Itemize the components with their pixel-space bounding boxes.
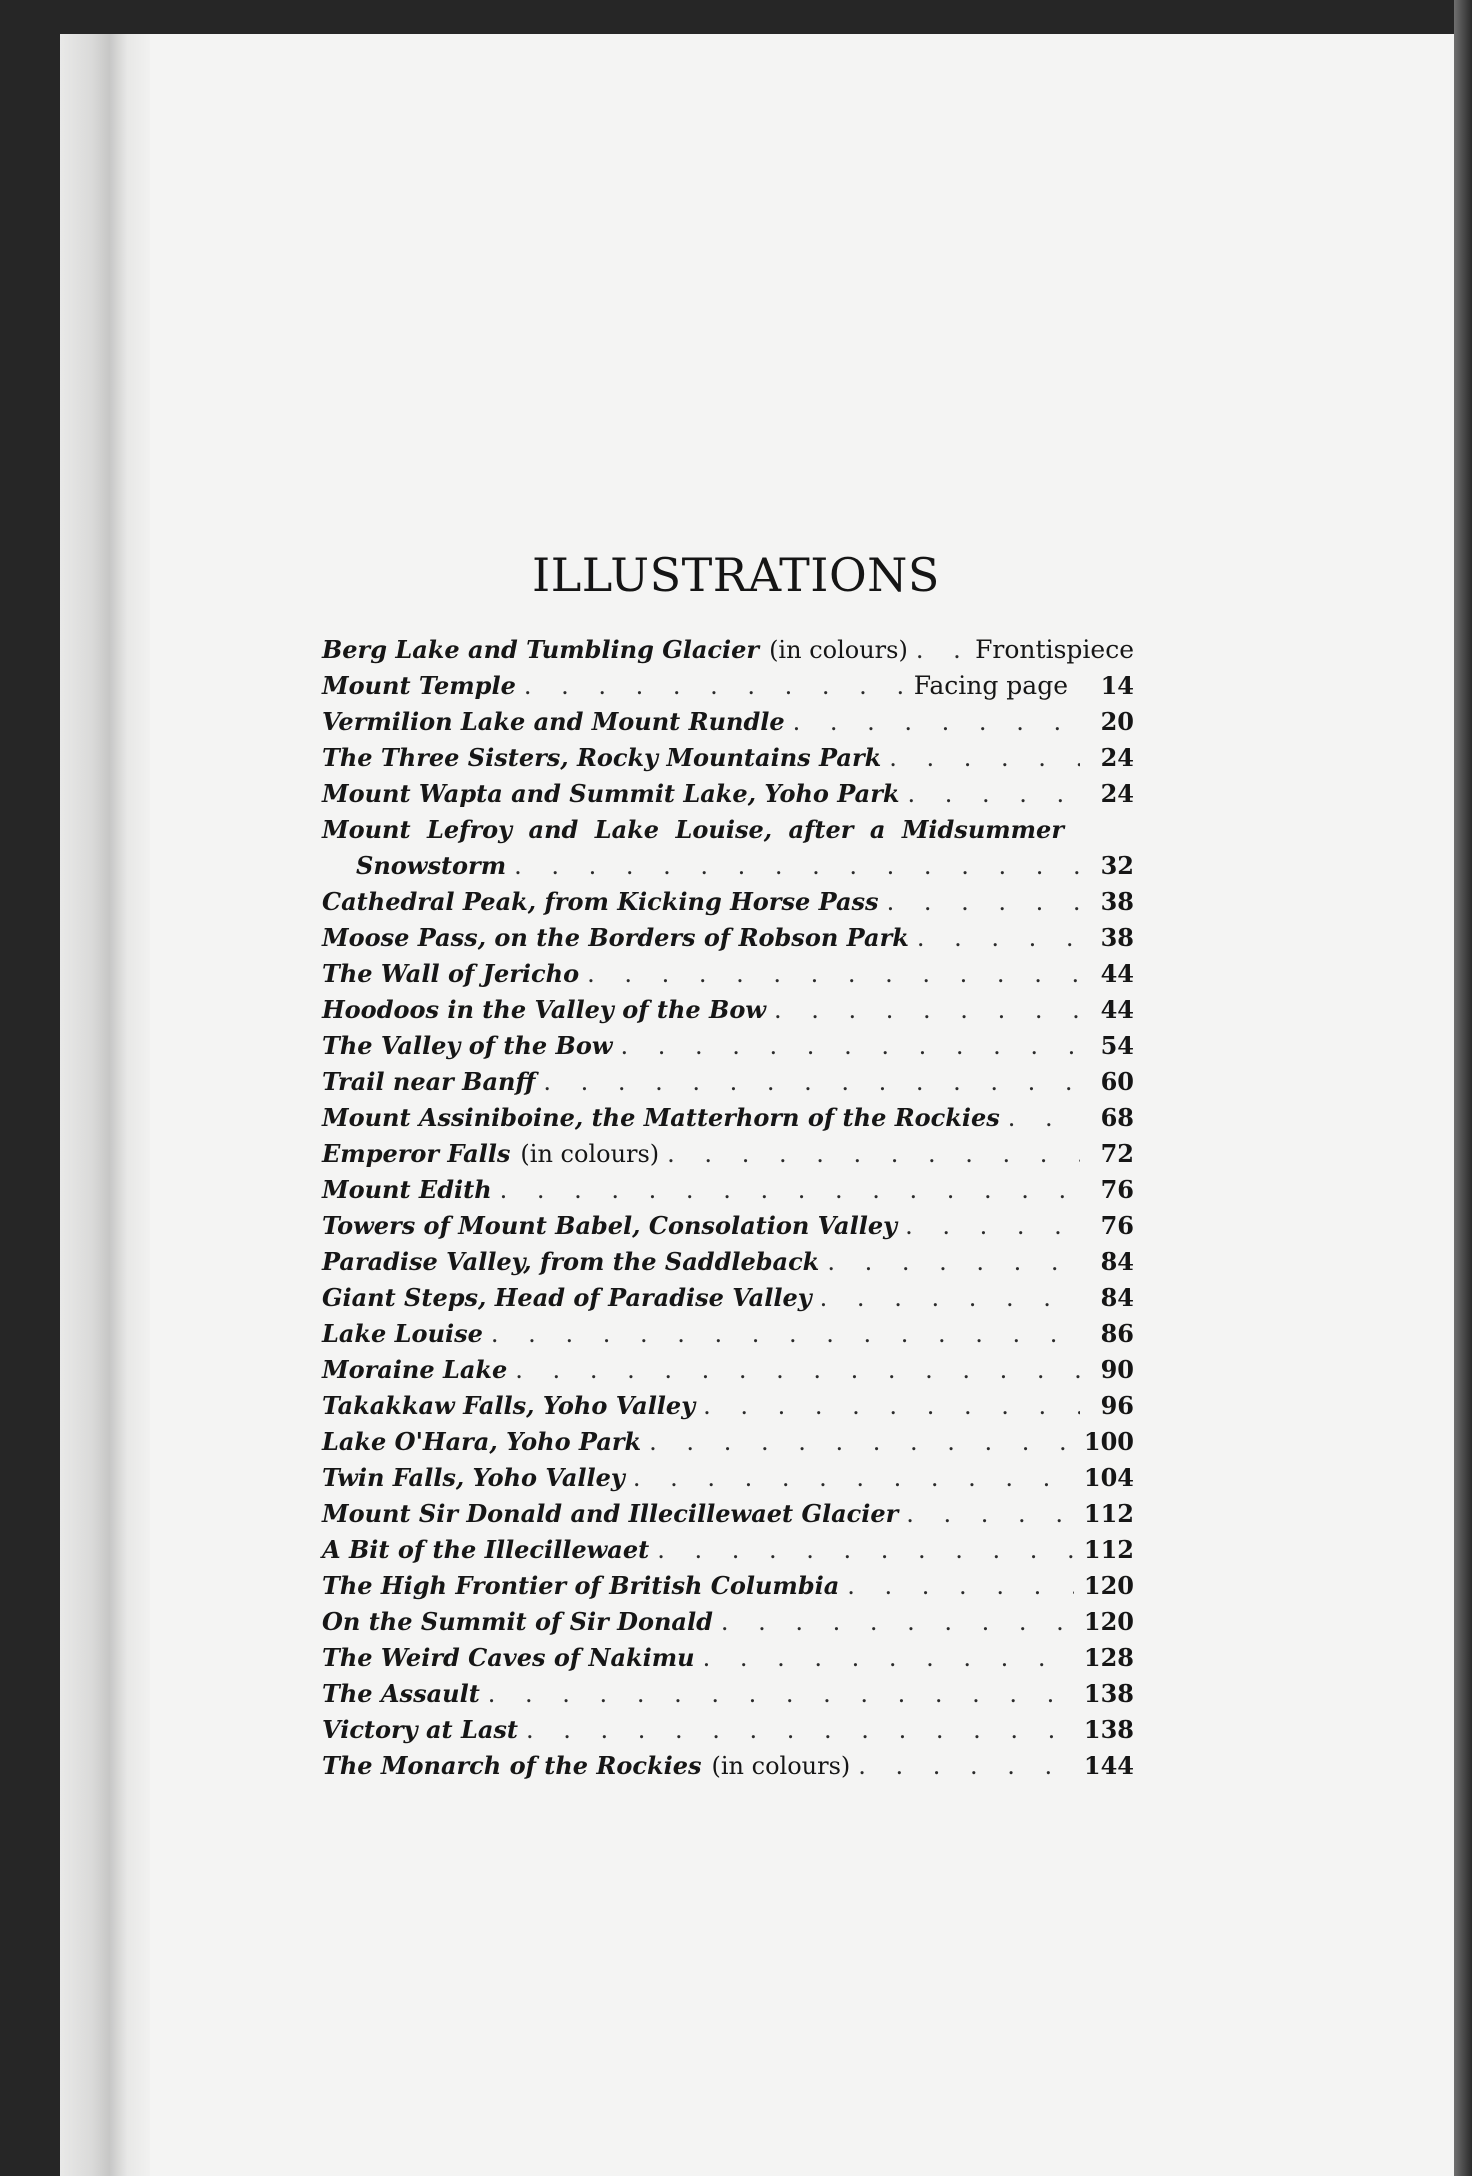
list-item [322, 1208, 1134, 1244]
leader-dots [858, 1748, 1074, 1784]
title-word: Mount [322, 815, 411, 844]
page-number: 86 [1100, 1319, 1134, 1348]
illustration-title: Mount Sir Donald and Illecillewaet Glacier [322, 1499, 899, 1528]
list-item-line-1 [322, 812, 1134, 848]
leader-dots [1008, 1100, 1080, 1136]
list-item [322, 1496, 1134, 1532]
illustration-note: (in colours) [711, 1752, 851, 1780]
illustration-title: Mount Wapta and Summit Lake, Yoho Park [322, 779, 900, 808]
illustration-title: Mount Edith [322, 1175, 492, 1204]
page-number: 138 [1083, 1679, 1134, 1708]
page-number: 112 [1083, 1499, 1134, 1528]
illustration-title: Paradise Valley, from the Saddleback [322, 1247, 820, 1276]
page-number: 120 [1083, 1571, 1134, 1600]
frontispiece-label: Frontispiece [975, 635, 1134, 664]
illustration-title: Lake Louise [322, 1319, 483, 1348]
page-number: 44 [1100, 995, 1134, 1024]
page-number: 54 [1100, 1031, 1134, 1060]
page-number: 120 [1083, 1607, 1134, 1636]
list-item [322, 1676, 1134, 1712]
title-word: after [788, 815, 854, 844]
list-item [322, 1172, 1134, 1208]
illustration-title: A Bit of the Illecillewaet [322, 1535, 650, 1564]
illustration-title: Moose Pass, on the Borders of Robson Park [322, 923, 909, 952]
leader-dots [488, 1676, 1074, 1712]
page-number: 138 [1083, 1715, 1134, 1744]
list-item [322, 704, 1134, 740]
leader-dots [543, 1064, 1080, 1100]
page-title: ILLUSTRATIONS [532, 548, 940, 602]
leader-dots [587, 956, 1080, 992]
illustration-title: Trail near Banff [322, 1067, 536, 1096]
illustration-title: Emperor Falls [322, 1139, 511, 1168]
page-number: 84 [1100, 1247, 1134, 1276]
title-word: Lefroy [427, 815, 513, 844]
illustration-title: Victory at Last [322, 1715, 518, 1744]
illustration-title: Moraine Lake [322, 1355, 508, 1384]
illustration-title: The High Frontier of British Columbia [322, 1571, 840, 1600]
page-number: 32 [1100, 851, 1134, 880]
page-number: 100 [1083, 1427, 1134, 1456]
illustration-note: (in colours) [769, 636, 908, 664]
list-item [322, 1748, 1134, 1784]
leader-dots [847, 1568, 1074, 1604]
list-item [322, 1280, 1134, 1316]
leader-dots [889, 740, 1080, 776]
list-item [322, 1568, 1134, 1604]
illustration-title: Vermilion Lake and Mount Rundle [322, 707, 785, 736]
illustrations-list [322, 632, 1134, 1784]
page-number: 20 [1100, 707, 1134, 736]
illustration-title: Takakkaw Falls, Yoho Valley [322, 1391, 696, 1420]
list-item [322, 1100, 1134, 1136]
leader-dots [657, 1532, 1074, 1568]
list-item [322, 632, 1134, 668]
list-item [322, 1460, 1134, 1496]
list-item [322, 1028, 1134, 1064]
leader-dots [905, 1208, 1080, 1244]
title-word: and [528, 815, 579, 844]
illustration-title: Hoodoos in the Valley of the Bow [322, 995, 767, 1024]
illustration-title: On the Summit of Sir Donald [322, 1607, 713, 1636]
illustration-note: (in colours) [520, 1140, 660, 1168]
page-number: 38 [1100, 923, 1134, 952]
leader-dots [703, 1388, 1080, 1424]
illustration-title: Cathedral Peak, from Kicking Horse Pass [322, 887, 879, 916]
list-item [322, 1316, 1134, 1352]
leader-dots [820, 1280, 1080, 1316]
page-number: 84 [1100, 1283, 1134, 1312]
title-word: a [869, 815, 886, 844]
page-number: 90 [1100, 1355, 1134, 1384]
leader-dots [667, 1136, 1080, 1172]
illustration-title: Mount Assiniboine, the Matterhorn of the Rockies [322, 1103, 1000, 1132]
illustration-title: The Monarch of the Rockies [322, 1751, 702, 1780]
list-item [322, 992, 1134, 1028]
illustration-title: The Valley of the Bow [322, 1031, 613, 1060]
illustration-title: Giant Steps, Head of Paradise Valley [322, 1283, 812, 1312]
leader-dots [649, 1424, 1074, 1460]
leader-dots [633, 1460, 1074, 1496]
leader-dots [906, 1496, 1074, 1532]
list-item [322, 1604, 1134, 1640]
illustration-title-line-1 [322, 812, 1064, 848]
page-number: 24 [1100, 743, 1134, 772]
page-number: 76 [1100, 1211, 1134, 1240]
leader-dots [524, 668, 904, 704]
list-item [322, 1712, 1134, 1748]
page-number: 128 [1083, 1643, 1134, 1672]
list-item [322, 1532, 1134, 1568]
list-item [322, 884, 1134, 920]
page-number: 44 [1100, 959, 1134, 988]
illustration-title: Lake O'Hara, Yoho Park [322, 1427, 642, 1456]
leader-dots [526, 1712, 1074, 1748]
list-item [322, 1064, 1134, 1100]
leader-dots [887, 884, 1080, 920]
leader-dots [793, 704, 1080, 740]
list-item [322, 1424, 1134, 1460]
page-number: 72 [1100, 1139, 1134, 1168]
list-item [322, 920, 1134, 956]
page-number: 112 [1083, 1535, 1134, 1564]
illustration-title-line-2: Snowstorm [356, 851, 507, 880]
list-item-line-2 [322, 848, 1134, 884]
leader-dots [500, 1172, 1080, 1208]
list-item [322, 776, 1134, 812]
title-word: Lake [594, 815, 660, 844]
page-number: 76 [1100, 1175, 1134, 1204]
illustration-title: Twin Falls, Yoho Valley [322, 1463, 625, 1492]
book-edge [1454, 0, 1472, 2176]
leader-dots [774, 992, 1080, 1028]
illustration-title: Towers of Mount Babel, Consolation Valley [322, 1211, 898, 1240]
leader-dots [916, 632, 960, 668]
title-word: Louise, [675, 815, 773, 844]
leader-dots [514, 848, 1080, 884]
illustration-title: The Weird Caves of Nakimu [322, 1643, 695, 1672]
page-number: 68 [1100, 1103, 1134, 1132]
page-number: 104 [1083, 1463, 1134, 1492]
leader-dots [621, 1028, 1080, 1064]
title-word: Midsummer [901, 815, 1064, 844]
page-number: 38 [1100, 887, 1134, 916]
leader-dots [908, 776, 1081, 812]
page-number: 14 [1100, 671, 1134, 700]
page-number: 60 [1100, 1067, 1134, 1096]
illustration-title: Berg Lake and Tumbling Glacier [322, 635, 760, 664]
illustration-title: The Assault [322, 1679, 480, 1708]
facing-page-label: Facing page [913, 671, 1068, 700]
list-item [322, 668, 1134, 704]
page-number: 96 [1100, 1391, 1134, 1420]
page-number: 24 [1100, 779, 1134, 808]
list-item [322, 1244, 1134, 1280]
page-number: 144 [1083, 1751, 1134, 1780]
list-item [322, 740, 1134, 776]
list-item [322, 1136, 1134, 1172]
list-item [322, 1640, 1134, 1676]
list-item [322, 1352, 1134, 1388]
leader-dots [491, 1316, 1080, 1352]
list-item [322, 956, 1134, 992]
leader-dots [917, 920, 1080, 956]
list-item [322, 1388, 1134, 1424]
page-gutter-shadow [60, 34, 150, 2176]
illustration-title: Mount Temple [322, 671, 516, 700]
leader-dots [827, 1244, 1080, 1280]
leader-dots [515, 1352, 1080, 1388]
illustration-title: The Wall of Jericho [322, 959, 580, 988]
leader-dots [703, 1640, 1074, 1676]
leader-dots [721, 1604, 1074, 1640]
illustration-title: The Three Sisters, Rocky Mountains Park [322, 743, 882, 772]
